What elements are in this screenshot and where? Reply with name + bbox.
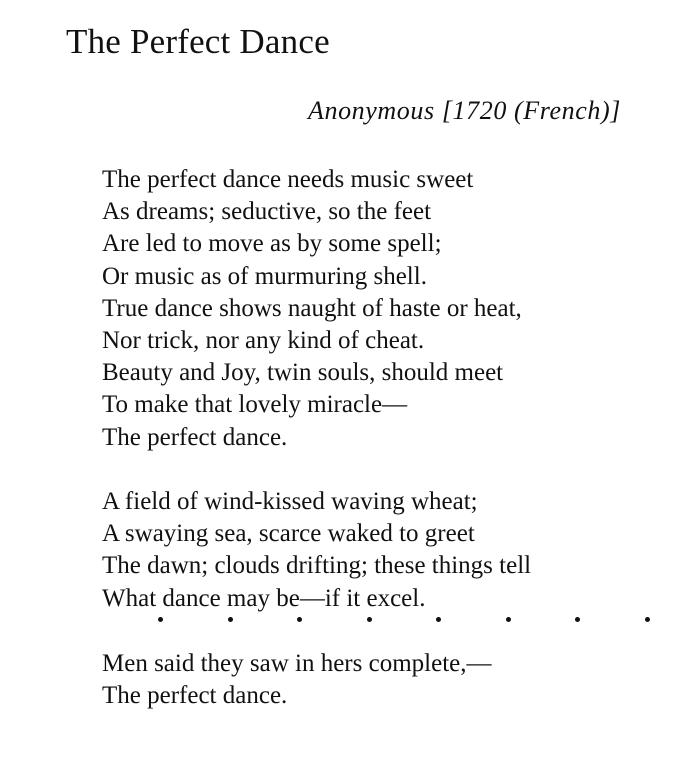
poem-line: Men said they saw in hers complete,— xyxy=(102,650,492,677)
divider-dot xyxy=(228,617,233,622)
poem-line: The perfect dance needs music sweet xyxy=(102,166,474,193)
poem-line: Nor trick, nor any kind of cheat. xyxy=(102,327,425,355)
divider-dot xyxy=(645,617,650,622)
divider-dot xyxy=(575,617,580,622)
attribution-year: 1720 xyxy=(452,96,507,125)
ellipsis-divider xyxy=(158,617,650,622)
attribution-author: Anonymous xyxy=(307,96,435,125)
stanza-2 xyxy=(102,486,531,615)
divider-dot xyxy=(436,617,441,622)
poem-line: To make that lovely miracle— xyxy=(102,391,408,419)
attribution-origin: (French) xyxy=(514,96,611,125)
poem-line: A swaying sea, scarce waked to greet xyxy=(102,520,475,548)
poem-line: The dawn; clouds drifting; these things tell xyxy=(102,552,532,580)
poem-attribution xyxy=(308,96,621,126)
divider-dot xyxy=(367,617,372,622)
poem-line: What dance may be—if it excel. xyxy=(102,584,426,612)
poem-line: The perfect dance. xyxy=(102,682,288,710)
poem-line: Are led to move as by some spell; xyxy=(102,230,442,258)
poem-line: Beauty and Joy, twin souls, should meet xyxy=(102,359,504,387)
attribution-close-bracket: ] xyxy=(610,96,621,125)
poem-line: True dance shows naught of haste or heat, xyxy=(102,294,522,322)
poem-title: The Perfect Dance xyxy=(66,22,330,61)
poem-line: The perfect dance. xyxy=(102,423,288,451)
attribution-open-bracket: [ xyxy=(441,96,453,125)
divider-dot xyxy=(506,617,511,622)
stanza-1 xyxy=(102,164,522,454)
poem-line: A field of wind-kissed waving wheat; xyxy=(102,488,478,515)
poem-line: As dreams; seductive, so the feet xyxy=(102,198,432,226)
divider-dot xyxy=(297,617,302,622)
divider-dot xyxy=(158,617,163,622)
stanza-3 xyxy=(102,648,492,712)
poem-line: Or music as of murmuring shell. xyxy=(102,262,427,290)
